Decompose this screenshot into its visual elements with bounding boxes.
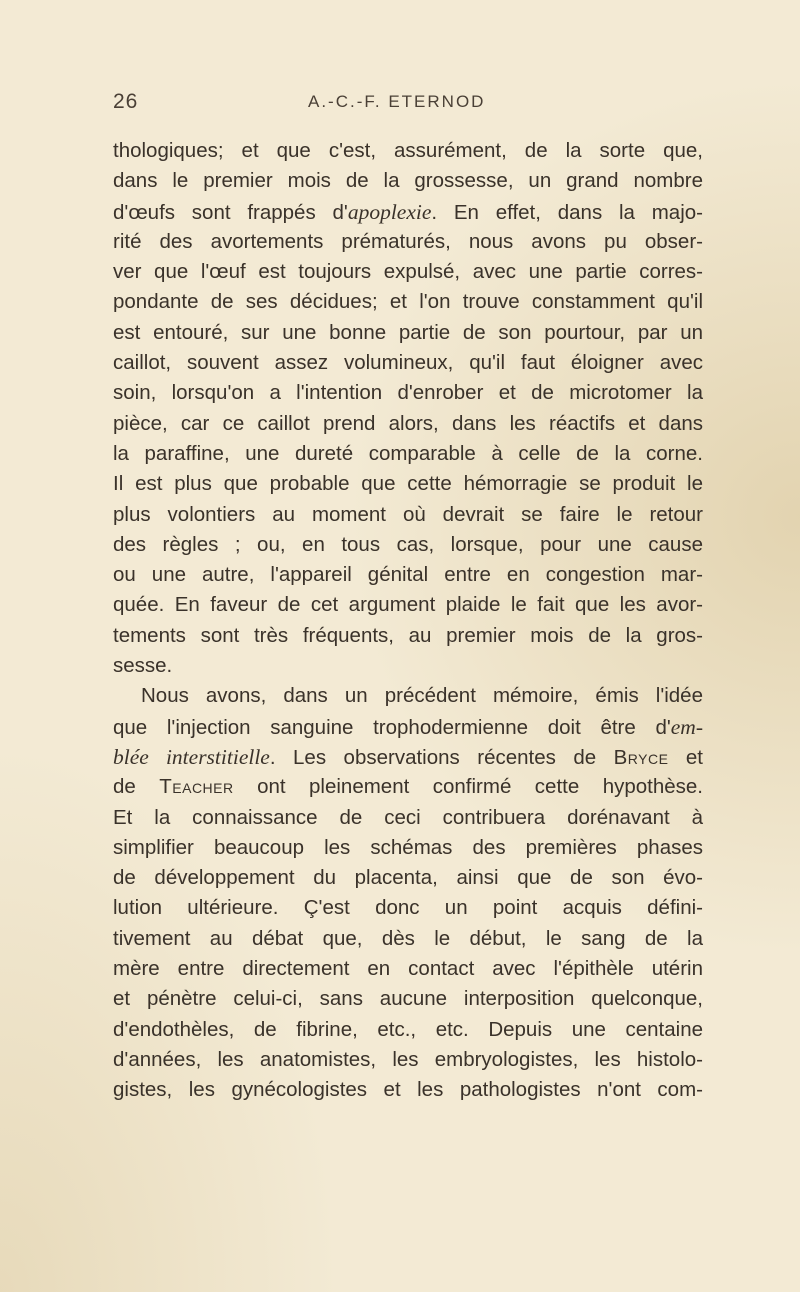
text-segment: Nous avons, dans un précédent mémoire, émis l'idée — [141, 684, 703, 708]
text-line — [113, 287, 703, 317]
text-segment: quée. En faveur de cet argument plaide le fait que les avor- — [113, 593, 703, 617]
italic-text: apoplexie — [347, 199, 432, 224]
text-segment: Il est plus que probable que cette hémorragie se produit le — [113, 472, 703, 496]
text-line — [113, 772, 703, 802]
text-line — [113, 500, 703, 530]
italic-text: blée interstitielle — [113, 744, 270, 769]
text-segment: Et la connaissance de ceci contribuera dorénavant à — [113, 805, 703, 829]
text-line — [113, 166, 703, 196]
text-segment: dans le premier mois de la grossesse, un grand nombre — [113, 169, 703, 193]
text-line — [113, 560, 703, 590]
text-line — [113, 1045, 703, 1075]
page-number: 26 — [113, 90, 139, 113]
smallcaps-text: Teacher — [159, 775, 234, 799]
text-line — [113, 469, 703, 499]
text-segment: et pénètre celui-ci, sans aucune interposition quelconque, — [113, 987, 703, 1011]
text-line — [113, 1075, 703, 1105]
text-line — [113, 621, 703, 651]
body-text — [113, 136, 703, 1106]
text-segment: ver que l'œuf est toujours expulsé, avec une partie corres- — [113, 260, 703, 284]
text-segment: mère entre directement en contact avec l'épithèle utérin — [113, 957, 703, 981]
text-segment: de développement du placenta, ainsi que de son évo- — [113, 866, 703, 890]
text-line — [113, 530, 703, 560]
text-segment: de — [113, 775, 160, 799]
text-line — [113, 257, 703, 287]
text-line — [113, 590, 703, 620]
text-line — [113, 197, 703, 227]
text-segment: thologiques; et que c'est, assurément, de la sorte que, — [113, 139, 703, 162]
text-line — [113, 803, 703, 833]
text-segment: lution ultérieure. Ç'est donc un point acquis défini- — [113, 896, 703, 920]
text-segment: d'œufs sont frappés d' — [113, 200, 348, 224]
text-segment: que l'injection sanguine trophodermienne doit être d' — [113, 715, 671, 739]
running-head — [113, 90, 713, 120]
text-segment: . En effet, dans la majo- — [431, 200, 703, 224]
text-line — [113, 1015, 703, 1045]
text-segment: d'endothèles, de fibrine, etc., etc. Depuis une centaine — [113, 1017, 703, 1041]
text-line — [113, 378, 703, 408]
text-line — [113, 681, 703, 711]
text-line — [113, 136, 703, 166]
text-segment: pondante de ses décidues; et l'on trouve constamment qu'il — [113, 290, 703, 314]
text-segment: d'années, les anatomistes, les embryologistes, les histolo- — [113, 1047, 703, 1071]
text-segment: soin, lorsqu'on a l'intention d'enrober et de microtomer la — [113, 381, 703, 405]
text-segment: tements sont très fréquents, au premier mois de la gros- — [113, 623, 703, 647]
text-line — [113, 318, 703, 348]
text-segment: ou une autre, l'appareil génital entre en congestion mar- — [113, 563, 703, 587]
text-line — [113, 651, 703, 681]
text-line — [113, 439, 703, 469]
text-segment: et — [668, 745, 703, 769]
text-line — [113, 227, 703, 257]
text-segment: gistes, les gynécologistes et les pathologistes n'ont com- — [113, 1078, 703, 1102]
text-segment: rité des avortements prématurés, nous avons pu obser- — [113, 229, 703, 253]
text-segment: est entouré, sur une bonne partie de son pourtour, par un — [113, 320, 703, 344]
text-line — [113, 742, 703, 772]
text-line — [113, 833, 703, 863]
text-segment: des règles ; ou, en tous cas, lorsque, pour une cause — [113, 532, 703, 556]
text-segment: simplifier beaucoup les schémas des premières phases — [113, 835, 703, 859]
text-line — [113, 893, 703, 923]
text-line — [113, 924, 703, 954]
text-line — [113, 348, 703, 378]
text-segment: tivement au débat que, dès le début, le sang de la — [113, 926, 703, 950]
text-line — [113, 863, 703, 893]
text-segment: sesse. — [113, 654, 173, 678]
running-head-author: A.-C.-F. ETERNOD — [308, 92, 486, 111]
text-line — [113, 712, 703, 742]
text-segment: la paraffine, une dureté comparable à celle de la corne. — [113, 441, 703, 465]
text-segment: ont pleinement confirmé cette hypothèse. — [233, 775, 703, 799]
smallcaps-text: Bryce — [613, 745, 669, 769]
text-segment: . Les observations récentes de — [269, 745, 614, 769]
text-line — [113, 409, 703, 439]
text-line — [113, 954, 703, 984]
italic-text: em- — [670, 714, 703, 739]
text-segment: pièce, car ce caillot prend alors, dans les réactifs et dans — [113, 411, 703, 435]
text-line — [113, 984, 703, 1014]
text-segment: plus volontiers au moment où devrait se faire le retour — [113, 502, 703, 526]
text-segment: caillot, souvent assez volumineux, qu'il faut éloigner avec — [113, 351, 703, 375]
